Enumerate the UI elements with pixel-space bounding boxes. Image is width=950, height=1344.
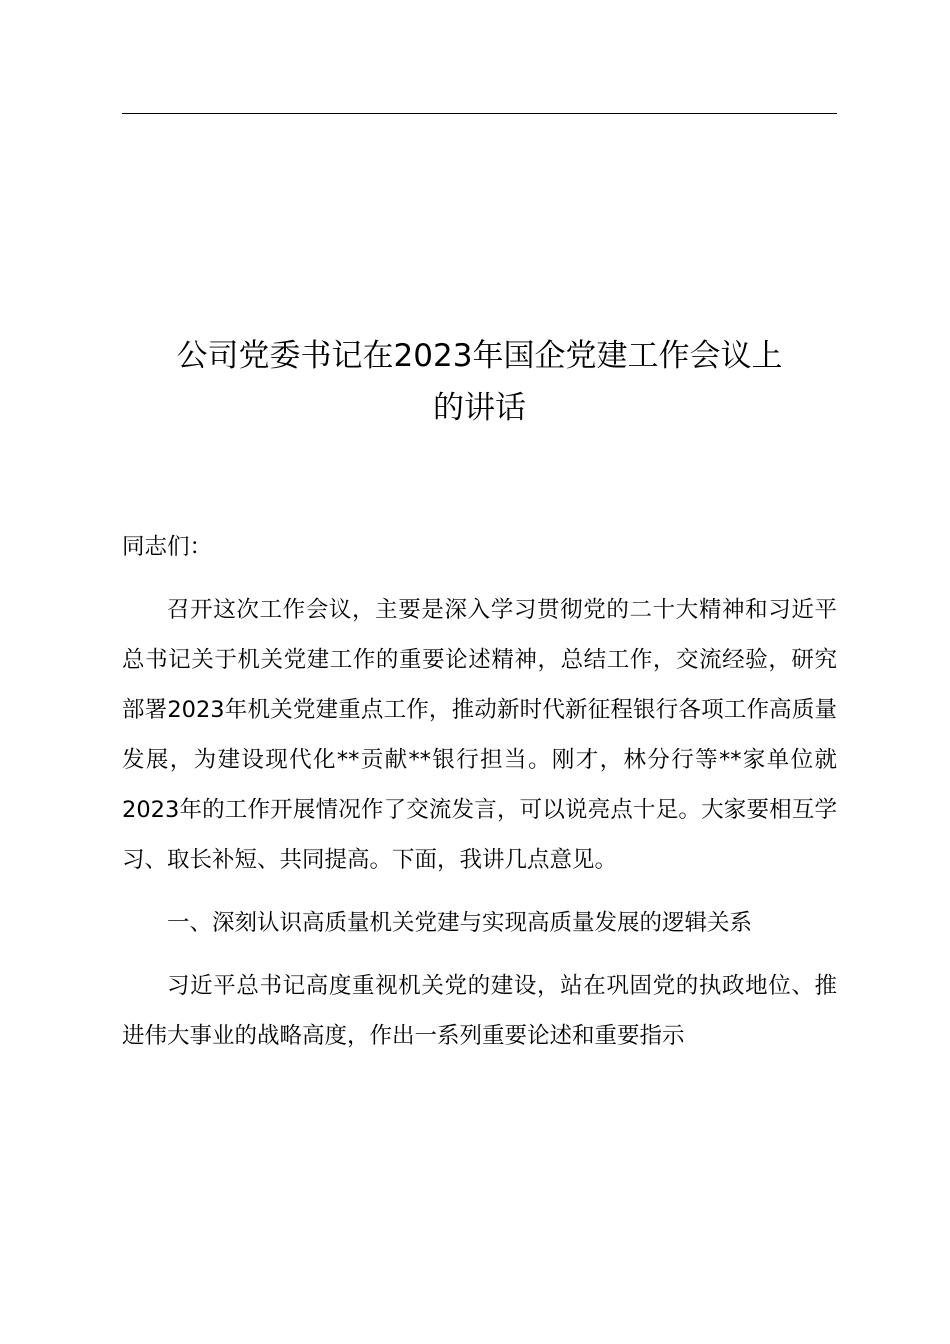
title-line-1: 公司党委书记在2023年国企党建工作会议上 — [176, 338, 783, 374]
header-rule — [122, 113, 837, 114]
salutation: 同志们： — [122, 534, 213, 560]
document-body — [122, 522, 837, 1074]
document-title — [122, 330, 837, 434]
paragraph-section-1: 习近平总书记高度重视机关党的建设，站在巩固党的执政地位、推进伟大事业的战略高度，作出一系列重要论述和重要指示 — [122, 973, 837, 1049]
paragraph-opening: 召开这次工作会议，主要是深入学习贯彻党的二十大精神和习近平总书记关于机关党建工作的重要论述精神，总结工作，交流经验，研究部署2023年机关党建重点工作，推动新时代新征程银行各项工作高质量发展，为建设现代化**贡献**银行担当。刚才，林分行等**家单位就2023年的工作开展情况作了交流发言，可以说亮点十足。大家要相互学习、取长补短、共同提高。下面，我讲几点意见。 — [122, 597, 837, 873]
section-heading-1: 一、深刻认识高质量机关党建与实现高质量发展的逻辑关系 — [167, 910, 753, 936]
title-line-2: 的讲话 — [433, 390, 526, 426]
